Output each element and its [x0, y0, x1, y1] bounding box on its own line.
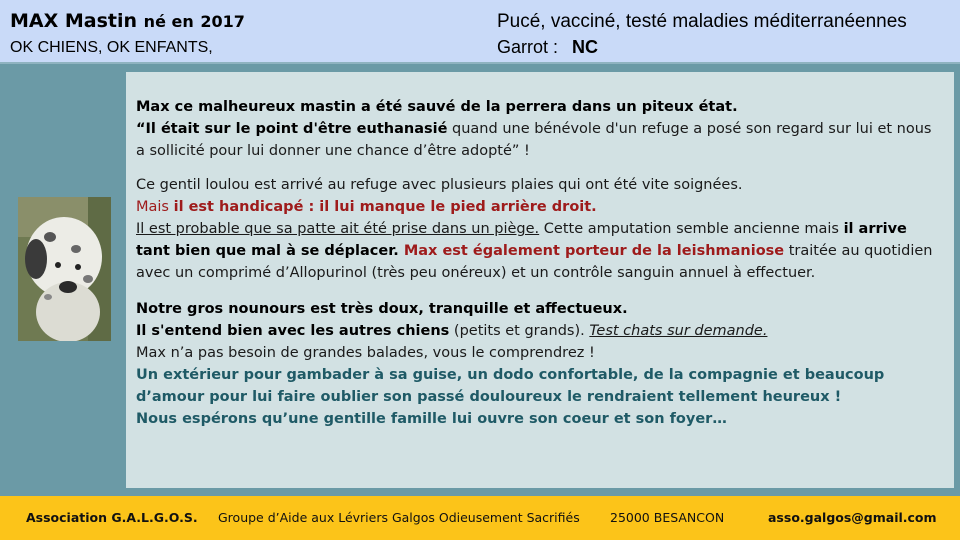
- association-city: 25000 BESANCON: [610, 510, 725, 525]
- garrot-line: [497, 37, 598, 58]
- mobility-text: il arrive tant bien que mal à se déplacer.: [136, 221, 907, 259]
- intro-line: Max ce malheureux mastin a été sauvé de la perrera dans un piteux état.: [136, 99, 738, 115]
- description-panel: [126, 72, 954, 488]
- dog-name: MAX Mastin: [10, 10, 138, 32]
- dogs-ok-text: Il s'entend bien avec les autres chiens: [136, 323, 450, 339]
- dogs-size-text: (petits et grands).: [449, 323, 590, 339]
- dog-photo: [18, 197, 111, 341]
- born-year: 2017: [200, 12, 245, 31]
- euthanasia-quote: “Il était sur le point d'être euthanasié: [136, 121, 448, 137]
- association-email[interactable]: asso.galgos@gmail.com: [768, 510, 937, 525]
- walks-line: Max n’a pas besoin de grandes balades, vous le comprendrez !: [136, 345, 595, 361]
- garrot-value: NC: [572, 37, 599, 57]
- quote-rest: quand une bénévole d'un refuge a posé son regard sur lui et nous a sollicité pour lui donner une chance d’être adopté” !: [136, 121, 932, 159]
- garrot-label: Garrot :: [497, 37, 559, 57]
- arrival-line: Ce gentil loulou est arrivé au refuge avec plusieurs plaies qui ont été vite soignées.: [136, 177, 743, 193]
- association-name: Association G.A.L.G.O.S.: [26, 510, 198, 525]
- health-status: Pucé, vacciné, testé maladies méditerranéennes: [497, 11, 907, 32]
- footer: [0, 496, 960, 540]
- wish-text: Un extérieur pour gambader à sa guise, un dodo confortable, de la compagnie et beaucoup d’amour pour lui faire oublier son passé douloureux le rendraient tellement heureux !: [136, 367, 885, 405]
- header: [0, 0, 960, 64]
- amputation-text: Cette amputation semble ancienne mais: [539, 221, 844, 237]
- dog-name-line: [10, 10, 245, 32]
- closing-text: Nous espérons qu’une gentille famille lui ouvre son coeur et son foyer…: [136, 411, 727, 427]
- born-label: né en: [143, 12, 194, 31]
- cats-test-text: Test chats sur demande.: [589, 323, 768, 339]
- mais-word: Mais: [136, 199, 174, 215]
- temperament-line: Notre gros nounours est très doux, tranquille et affectueux.: [136, 301, 628, 317]
- leishmaniose-text: Max est également porteur de la leishmaniose: [398, 243, 785, 259]
- compatibility: OK CHIENS, OK ENFANTS,: [10, 39, 213, 56]
- association-description: Groupe d’Aide aux Lévriers Galgos Odieusement Sacrifiés: [218, 510, 580, 525]
- dog-photo-image: [18, 197, 111, 341]
- treatment-text: traitée au quotidien avec un comprimé d’Allopurinol (très peu onéreux) et un contrôle sanguin annuel à effectuer.: [136, 243, 933, 281]
- trap-text: Il est probable que sa patte ait été prise dans un piège.: [136, 221, 540, 237]
- handicap-text: il est handicapé : il lui manque le pied arrière droit.: [173, 199, 597, 215]
